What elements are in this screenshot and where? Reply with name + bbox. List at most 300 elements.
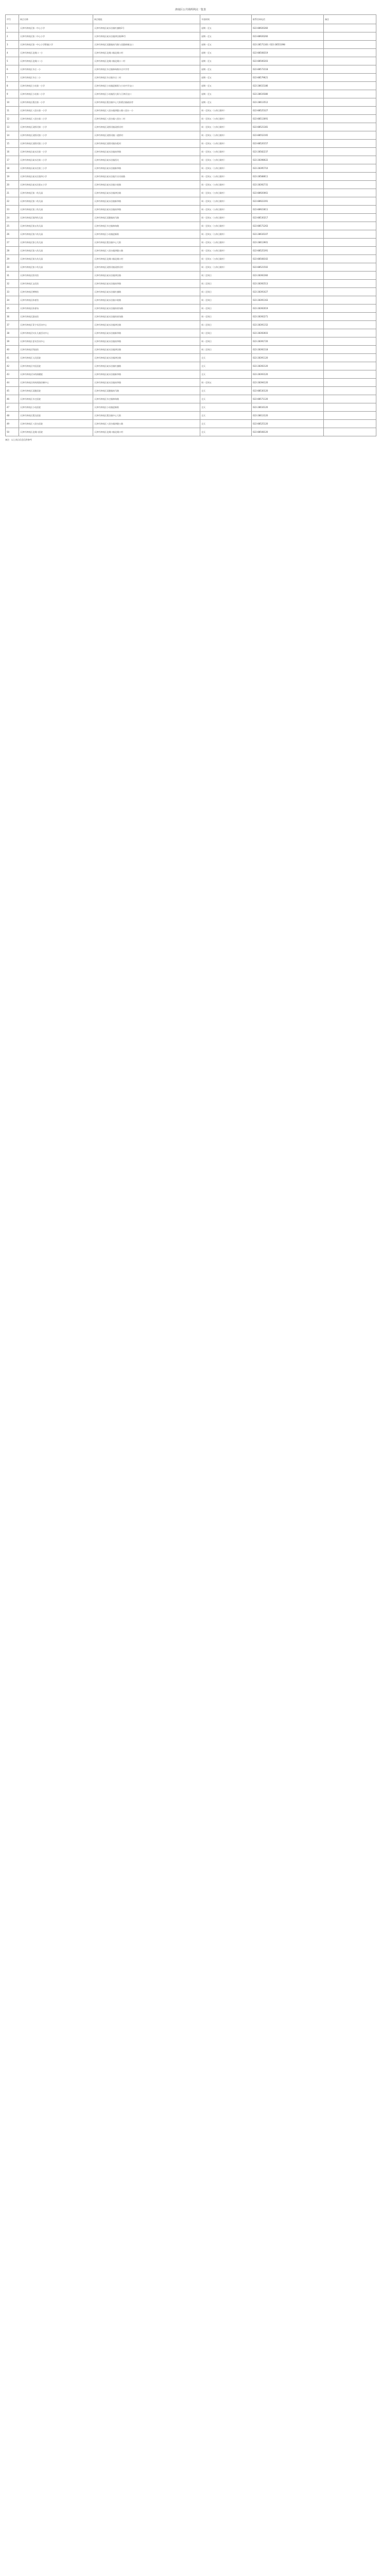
cell-phone: 022-28613901 [252, 239, 324, 247]
cell-name: 天津市津南区科技馆 [19, 346, 93, 354]
cell-hours: 周一至周五（公休日除外） [200, 107, 252, 115]
cell-address: 天津市津南区葛沽镇中心大街 [93, 412, 200, 420]
cell-notes [324, 197, 376, 206]
cell-hours: 星期一至五 [200, 57, 252, 65]
cell-name: 天津市津南区第三幼儿园 [19, 206, 93, 214]
cell-phone: 022-28392120 [252, 362, 324, 370]
cell-hours: 全天 [200, 362, 252, 370]
cell-hours: 星期一至五 [200, 32, 252, 41]
cell-name: 天津市津南区第八幼儿园 [19, 247, 93, 255]
table-row [6, 173, 376, 181]
cell-notes [324, 313, 376, 321]
cell-address: 天津市津南区辛庄镇林甸路辛庄中学旁 [93, 65, 200, 74]
cell-address: 天津市津南区双港镇南马路与双港新城交口 [93, 41, 200, 49]
cell-address: 天津市津南区咸水沽镇体育场路 [93, 313, 200, 321]
table-row [6, 395, 376, 403]
cell-no: 22 [6, 197, 19, 206]
cell-phone: 022-88579621 [252, 74, 324, 82]
cell-no: 39 [6, 337, 19, 346]
cell-phone: 022-28392271 [252, 313, 324, 321]
cell-no: 10 [6, 98, 19, 107]
cell-hours: 全天 [200, 428, 252, 436]
cell-no: 48 [6, 412, 19, 420]
cell-no: 12 [6, 115, 19, 123]
cell-phone: 022-88920061 [252, 189, 324, 197]
cell-no: 13 [6, 123, 19, 131]
cell-notes [324, 321, 376, 329]
cell-notes [324, 32, 376, 41]
cell-name: 天津市津南区双桥河第三小学 [19, 140, 93, 148]
cell-hours: 周一至周五（公休日除外） [200, 115, 252, 123]
cell-hours: 全天 [200, 412, 252, 420]
cell-phone: 022-88521381 [252, 123, 324, 131]
cell-address: 天津市津南区咸水沽镇津沽路 [93, 354, 200, 362]
cell-address: 天津市津南区葛沽镇中心大街葛沽镇政府旁 [93, 98, 200, 107]
cell-notes [324, 395, 376, 403]
cell-phone: 022-88926360 [252, 24, 324, 32]
cell-phone: 022-28615186 [252, 82, 324, 90]
cell-phone: 022-28392360 [252, 272, 324, 280]
table-row [6, 379, 376, 387]
cell-name: 天津市津南区体育馆 [19, 296, 93, 304]
cell-name: 天津市津南区第四幼儿园 [19, 214, 93, 222]
table-row [6, 329, 376, 337]
cell-hours: 全天 [200, 420, 252, 428]
cell-notes [324, 24, 376, 32]
cell-no: 37 [6, 321, 19, 329]
cell-address: 天津市津南区北闸口镇北闸口村 [93, 49, 200, 57]
cell-address: 天津市津南区小站镇迎新街与小站中学交口 [93, 82, 200, 90]
cell-address: 天津市津南区北闸口镇北闸口村 [93, 428, 200, 436]
cell-no: 23 [6, 206, 19, 214]
table-row [6, 313, 376, 321]
cell-hours: 全天 [200, 370, 252, 379]
cell-name: 天津市津南区第五幼儿园 [19, 222, 93, 230]
cell-name: 天津市津南区老年活动中心 [19, 337, 93, 346]
cell-notes [324, 123, 376, 131]
cell-hours: 周一至周五（公休日除外） [200, 156, 252, 164]
cell-hours: 周一至周五（公休日除外） [200, 230, 252, 239]
table-row [6, 263, 376, 272]
cell-name: 天津市津南区第十幼儿园 [19, 263, 93, 272]
cell-name: 天津市津南区北闸口医院 [19, 428, 93, 436]
header-cell-phone: 联系咨询电话 [252, 15, 324, 24]
header-cell-address: 网点地址 [93, 15, 200, 24]
cell-address: 天津市津南区小站镇迎新街 [93, 403, 200, 412]
cell-hours: 周一至周日 [200, 313, 252, 321]
cell-address: 天津市津南区咸水沽镇丰收路 [93, 296, 200, 304]
cell-name: 天津市津南区双桥河第一小学 [19, 123, 93, 131]
cell-hours: 周二至周日 [200, 272, 252, 280]
cell-hours: 周一至周五（公休日除外） [200, 255, 252, 263]
cell-address: 天津市津南区辛庄镇林甸路 [93, 395, 200, 403]
cell-no: 2 [6, 32, 19, 41]
table-row [6, 337, 376, 346]
cell-hours: 周一至周五（公休日除外） [200, 197, 252, 206]
cell-address: 天津市津南区咸水沽镇丰收路 [93, 181, 200, 189]
cell-phone: 022-88922391 [252, 197, 324, 206]
cell-hours: 周二至周日 [200, 280, 252, 288]
cell-no: 41 [6, 354, 19, 362]
cell-address: 天津市津南区咸水沽镇红旗路 [93, 288, 200, 296]
cell-hours: 星期一至五 [200, 24, 252, 32]
cell-address: 天津市津南区咸水沽镇红旗路1号 [93, 24, 200, 32]
table-row [6, 156, 376, 164]
cell-no: 6 [6, 65, 19, 74]
cell-hours: 周一至周五（公休日除外） [200, 181, 252, 189]
cell-name: 天津市津南区葛沽第一小学 [19, 98, 93, 107]
cell-phone: 022-88508120 [252, 428, 324, 436]
cell-address: 天津市津南区双桥河镇二道桥村 [93, 131, 200, 140]
cell-notes [324, 370, 376, 379]
cell-no: 32 [6, 280, 19, 288]
cell-notes [324, 107, 376, 115]
cell-name: 天津市津南区图书馆 [19, 272, 93, 280]
cell-hours: 周二至周日 [200, 329, 252, 337]
cell-phone: 022-28571183 / 022-28551098 [252, 41, 324, 49]
cell-notes [324, 189, 376, 197]
cell-notes [324, 272, 376, 280]
cell-notes [324, 412, 376, 420]
table-row [6, 280, 376, 288]
cell-notes [324, 65, 376, 74]
cell-hours: 全天 [200, 387, 252, 395]
table-row [6, 272, 376, 280]
table-row [6, 206, 376, 214]
cell-hours: 全天 [200, 354, 252, 362]
cell-no: 40 [6, 346, 19, 354]
cell-notes [324, 181, 376, 189]
cell-address: 天津市津南区辛庄镇林甸路 [93, 222, 200, 230]
cell-phone: 022-28392731 [252, 181, 324, 189]
cell-address: 天津市津南区北闸口镇北闸口村 [93, 255, 200, 263]
cell-phone: 022-88508102 [252, 255, 324, 263]
cell-hours: 周二至周日 [200, 346, 252, 354]
cell-phone: 022-88508319 [252, 49, 324, 57]
cell-address: 天津市津南区葛沽镇中心大街 [93, 239, 200, 247]
table-row [6, 197, 376, 206]
cell-phone: 022-28392603 [252, 329, 324, 337]
cell-hours: 星期一至五 [200, 90, 252, 98]
cell-hours: 星期一至五 [200, 98, 252, 107]
cell-address: 天津市津南区八里台镇八里台二村 [93, 115, 200, 123]
cell-name: 天津市津南区小站第一小学 [19, 82, 93, 90]
cell-notes [324, 173, 376, 181]
cell-notes [324, 214, 376, 222]
cell-notes [324, 239, 376, 247]
cell-notes [324, 140, 376, 148]
cell-address: 天津市津南区八里台镇津港公路八里台一小 [93, 107, 200, 115]
cell-name: 天津市津南区双桥河第二小学 [19, 131, 93, 140]
cell-name: 天津市津南区中医医院 [19, 362, 93, 370]
cell-hours: 周一至周五（公休日除外） [200, 123, 252, 131]
cell-phone: 022-88520157 [252, 140, 324, 148]
cell-address: 天津市津南区咸水沽镇津沽路 [93, 346, 200, 354]
cell-address: 天津市津南区咸水沽镇南华路 [93, 148, 200, 156]
cell-phone: 022-88506303 [252, 57, 324, 65]
cell-address: 天津市津南区咸水沽镇津沽路 [93, 272, 200, 280]
cell-notes [324, 403, 376, 412]
table-row [6, 49, 376, 57]
cell-hours: 周二至周日 [200, 288, 252, 296]
cell-hours: 星期一至五 [200, 41, 252, 49]
cell-phone: 022-28613512 [252, 98, 324, 107]
cell-name: 天津市津南区青少年活动中心 [19, 321, 93, 329]
cell-address: 天津市津南区辛庄镇辛庄二村 [93, 74, 200, 82]
footnote: 备注：以上网点信息仅供参考 [5, 438, 32, 441]
cell-no: 21 [6, 189, 19, 197]
table-row [6, 428, 376, 436]
cell-address: 天津市津南区咸水沽镇南华路 [93, 280, 200, 288]
cell-address: 天津市津南区咸水沽镇新华路 [93, 197, 200, 206]
cell-address: 天津市津南区咸水沽镇津沽路 [93, 189, 200, 197]
table-row [6, 239, 376, 247]
cell-notes [324, 98, 376, 107]
cell-name: 天津市津南区咸水沽第五小学 [19, 181, 93, 189]
cell-phone: 022-28393120 [252, 370, 324, 379]
cell-address: 天津市津南区双桥河镇双桥河村 [93, 123, 200, 131]
cell-no: 46 [6, 395, 19, 403]
cell-address: 天津市津南区咸水沽镇红旗路 [93, 362, 200, 370]
cell-notes [324, 156, 376, 164]
cell-no: 19 [6, 173, 19, 181]
cell-hours: 周一至周五（公休日除外） [200, 189, 252, 197]
cell-no: 25 [6, 222, 19, 230]
cell-notes [324, 255, 376, 263]
cell-phone: 022-28392513 [252, 280, 324, 288]
cell-notes [324, 90, 376, 98]
cell-no: 14 [6, 131, 19, 140]
cell-address: 天津市津南区小站镇西大街与卫津河交口 [93, 90, 200, 98]
cell-notes [324, 337, 376, 346]
table-row [6, 362, 376, 370]
cell-no: 50 [6, 428, 19, 436]
cell-name: 天津市津南区咸水沽第二小学 [19, 156, 93, 164]
cell-notes [324, 296, 376, 304]
cell-address: 天津市津南区八里台镇津港公路 [93, 247, 200, 255]
cell-name: 天津市津南区辛庄二小 [19, 74, 93, 82]
table-row [6, 98, 376, 107]
table-row [6, 148, 376, 156]
cell-name: 天津市津南区疾病预防控制中心 [19, 379, 93, 387]
cell-address: 天津市津南区咸水沽镇体育场路 [93, 304, 200, 313]
cell-hours: 周一至周五（公休日除外） [200, 140, 252, 148]
cell-name: 天津市津南区小站第二小学 [19, 90, 93, 98]
cell-address: 天津市津南区双港镇南马路 [93, 214, 200, 222]
table-row [6, 140, 376, 148]
header-cell-notes: 备注 [324, 15, 376, 24]
cell-address: 天津市津南区咸水沽镇新华路 [93, 329, 200, 337]
cell-notes [324, 230, 376, 239]
cell-no: 5 [6, 57, 19, 65]
cell-no: 30 [6, 263, 19, 272]
cell-notes [324, 387, 376, 395]
cell-notes [324, 362, 376, 370]
cell-name: 天津市津南区第六幼儿园 [19, 230, 93, 239]
cell-phone: 022-28391152 [252, 321, 324, 329]
cell-name: 天津市津南区第七幼儿园 [19, 239, 93, 247]
cell-notes [324, 115, 376, 123]
table-row [6, 288, 376, 296]
cell-phone: 022-28391163 [252, 296, 324, 304]
cell-hours: 周一至周五（公休日除外） [200, 263, 252, 272]
cell-notes [324, 288, 376, 296]
cell-notes [324, 263, 376, 272]
cell-no: 35 [6, 304, 19, 313]
cell-no: 20 [6, 181, 19, 189]
cell-phone: 022-28613120 [252, 412, 324, 420]
cell-hours: 星期一至五 [200, 74, 252, 82]
cell-name: 天津市津南区北闸口二小 [19, 57, 93, 65]
cell-no: 36 [6, 313, 19, 321]
cell-name: 天津市津南区妇幼保健院 [19, 370, 93, 379]
table-row [6, 412, 376, 420]
cell-phone: 022-88571263 [252, 222, 324, 230]
table-row [6, 321, 376, 329]
cell-no: 18 [6, 164, 19, 173]
cell-name: 天津市津南区咸水沽第一小学 [19, 148, 93, 156]
cell-hours: 周一至周日 [200, 337, 252, 346]
cell-address: 天津市津南区小站镇迎新街 [93, 230, 200, 239]
cell-notes [324, 41, 376, 49]
table-row [6, 82, 376, 90]
cell-hours: 周一至周五（公休日除外） [200, 173, 252, 181]
cell-phone: 022-28582237 [252, 148, 324, 156]
table-row [6, 189, 376, 197]
cell-no: 11 [6, 107, 19, 115]
cell-name: 天津市津南区八里台医院 [19, 420, 93, 428]
cell-name: 天津市津南区咸水沽第四小学 [19, 173, 93, 181]
cell-notes [324, 329, 376, 337]
cell-name: 天津市津南区第二幼儿园 [19, 197, 93, 206]
cell-hours: 星期一至五 [200, 65, 252, 74]
table-body [6, 24, 376, 436]
cell-no: 34 [6, 296, 19, 304]
table-row [6, 107, 376, 115]
cell-hours: 周一至周五（公休日除外） [200, 239, 252, 247]
table-row [6, 164, 376, 173]
cell-phone: 022-28616107 [252, 230, 324, 239]
cell-phone: 022-28391120 [252, 354, 324, 362]
table-row [6, 230, 376, 239]
cell-hours: 全天 [200, 403, 252, 412]
table-row [6, 247, 376, 255]
cell-notes [324, 280, 376, 288]
cell-phone: 022-28588611 [252, 173, 324, 181]
cell-hours: 周一至周五（公休日除外） [200, 247, 252, 255]
table-row [6, 32, 376, 41]
cell-no: 31 [6, 272, 19, 280]
cell-name: 天津市津南区游泳馆 [19, 313, 93, 321]
cell-name: 天津市津南区妇女儿童活动中心 [19, 329, 93, 337]
cell-name: 天津市津南区文化馆 [19, 280, 93, 288]
cell-notes [324, 222, 376, 230]
cell-phone: 022-88530217 [252, 214, 324, 222]
cell-no: 24 [6, 214, 19, 222]
table-row [6, 354, 376, 362]
cell-no: 15 [6, 140, 19, 148]
cell-no: 43 [6, 370, 19, 379]
cell-no: 45 [6, 387, 19, 395]
cell-name: 天津市津南区咸水沽第三小学 [19, 164, 93, 173]
table-row [6, 115, 376, 123]
cell-notes [324, 57, 376, 65]
table-row [6, 41, 376, 49]
cell-name: 天津市津南区双港医院 [19, 387, 93, 395]
cell-name: 天津市津南区八里台第一小学 [19, 107, 93, 115]
cell-phone: 022-28391720 [252, 337, 324, 346]
cell-address: 天津市津南区咸水沽镇南华路 [93, 379, 200, 387]
cell-hours: 星期一至五 [200, 82, 252, 90]
cell-no: 42 [6, 362, 19, 370]
cell-name: 天津市津南区辛庄一小 [19, 65, 93, 74]
cell-phone: 022-88923611 [252, 206, 324, 214]
cell-address: 天津市津南区双桥河镇双桥河村 [93, 263, 200, 272]
cell-name: 天津市津南区葛沽医院 [19, 412, 93, 420]
cell-hours: 周一至周五（公休日除外） [200, 131, 252, 140]
cell-hours: 全天 [200, 395, 252, 403]
cell-hours: 周二至周日 [200, 321, 252, 329]
cell-notes [324, 379, 376, 387]
cell-no: 33 [6, 288, 19, 296]
cell-address: 天津市津南区咸水沽镇西关 [93, 156, 200, 164]
cell-name: 天津市津南区人民医院 [19, 354, 93, 362]
cell-notes [324, 82, 376, 90]
cell-no: 16 [6, 148, 19, 156]
cell-phone: 022-28398022 [252, 156, 324, 164]
table-row [6, 387, 376, 395]
cell-no: 27 [6, 239, 19, 247]
cell-phone: 022-28394120 [252, 379, 324, 387]
cell-no: 28 [6, 247, 19, 255]
cell-phone: 022-88525327 [252, 107, 324, 115]
cell-address: 天津市津南区咸水沽镇津沽路36号 [93, 32, 200, 41]
table-row [6, 181, 376, 189]
cell-address: 天津市津南区八里台镇津港公路 [93, 420, 200, 428]
cell-notes [324, 74, 376, 82]
cell-notes [324, 247, 376, 255]
cell-hours: 周一至周五 [200, 379, 252, 387]
cell-phone: 022-88521502 [252, 263, 324, 272]
cell-name: 天津市津南区第二中心小学 [19, 32, 93, 41]
cell-name: 天津市津南区八里台第二小学 [19, 115, 93, 123]
cell-notes [324, 346, 376, 354]
cell-phone: 022-28395710 [252, 164, 324, 173]
cell-phone: 022-88926260 [252, 32, 324, 41]
cell-hours: 周一至周五（公休日除外） [200, 164, 252, 173]
cell-no: 38 [6, 329, 19, 337]
cell-notes [324, 164, 376, 173]
cell-name: 天津市津南区第九幼儿园 [19, 255, 93, 263]
document-title: 津南区公共场所网点一览表 [175, 8, 206, 11]
cell-no: 8 [6, 82, 19, 90]
cell-phone: 022-28392019 [252, 304, 324, 313]
cell-hours: 周一至周五（公休日除外） [200, 214, 252, 222]
cell-name: 天津市津南区第一中心小学附属小学 [19, 41, 93, 49]
cell-phone: 022-88552165 [252, 131, 324, 140]
cell-phone: 022-88525391 [252, 247, 324, 255]
cell-name: 天津市津南区博物馆 [19, 288, 93, 296]
cell-no: 29 [6, 255, 19, 263]
table-row [6, 74, 376, 82]
header-cell-hours: 开放时间 [200, 15, 252, 24]
cell-no: 9 [6, 90, 19, 98]
cell-phone: 022-28619380 [252, 90, 324, 98]
cell-hours: 周一至周五（公休日除外） [200, 222, 252, 230]
cell-address: 天津市津南区咸水沽镇月牙河南路 [93, 173, 200, 181]
cell-notes [324, 131, 376, 140]
cell-no: 47 [6, 403, 19, 412]
